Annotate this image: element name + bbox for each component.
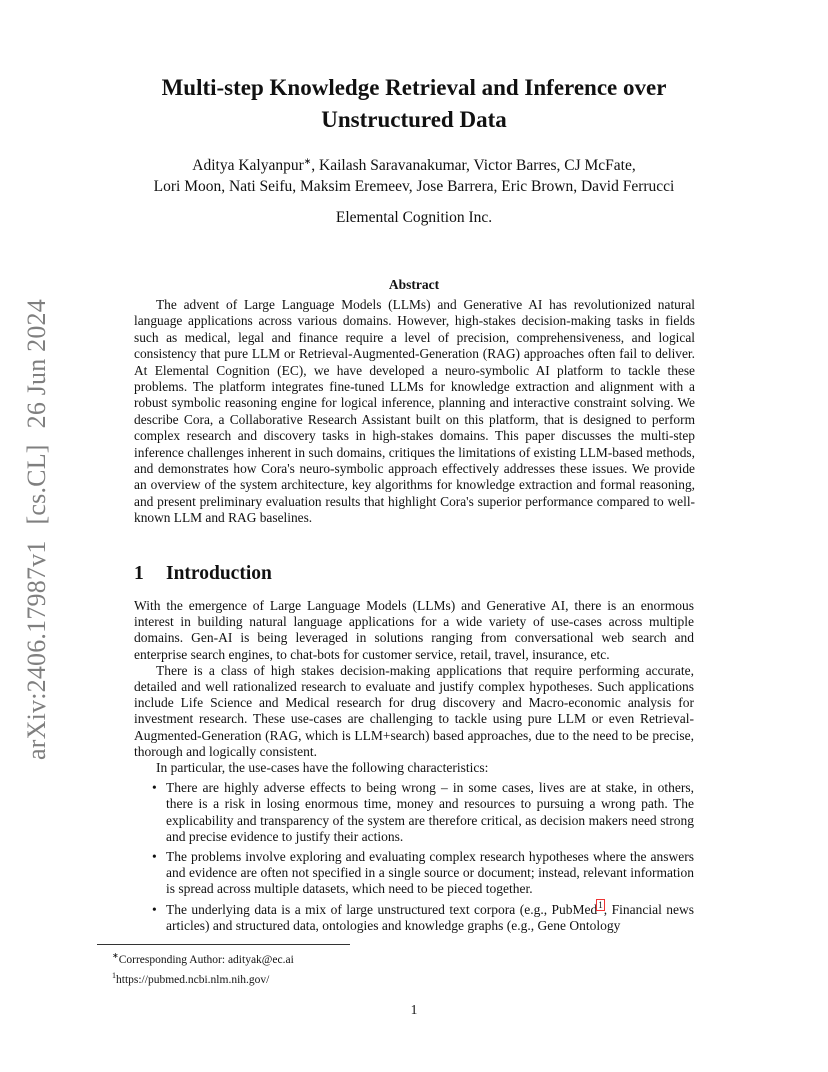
author-line-1: [100, 151, 728, 176]
intro-paragraph-3: In particular, the use-cases have the following characteristics:: [156, 760, 489, 776]
list-item-text-end: , Financial news articles) and structured data, ontologies and knowledge graphs (e.g., Gene Ontology: [166, 901, 694, 933]
corresponding-author-mark[interactable]: ∗: [303, 156, 312, 166]
paper-title-line-1: Multi-step Knowledge Retrieval and Inference over: [161, 75, 667, 100]
intro-paragraph-2: There is a class of high stakes decision-making applications that require performing accurate, detailed and well rationalized research to evaluate and justify complex hypotheses. Such applications include Life Science and Medical research for drug discovery and Macro-economic analysis for investment research. These use-cases are challenging to tackle using pure LLM or even Retrieval-Augmented-Generation (RAG, which is LLM+search) based approaches, due to the need to be precise, thorough and logically consistent.: [134, 662, 694, 759]
affiliation: Elemental Cognition Inc.: [335, 209, 493, 226]
author-line-2: Lori Moon, Nati Seifu, Maksim Eremeev, Jose Barrera, Eric Brown, David Ferrucci: [153, 178, 675, 196]
footnote-url-link[interactable]: https://pubmed.ncbi.nlm.nih.gov/: [116, 973, 270, 986]
section-heading-introduction: [134, 563, 694, 585]
intro-paragraph-1: With the emergence of Large Language Models (LLMs) and Generative AI, there is an enormous interest in building natural language applications for a wide variety of use-cases across multiple domains. Gen-AI is being leveraged in solutions ranging from conversational web search and enterprise search engines, to chat-bots for customer service, retail, travel, insurance, etc.: [134, 598, 694, 662]
arxiv-identifier-stamp[interactable]: [22, 299, 52, 760]
footnote-divider: [97, 944, 350, 945]
footnote-mark: ∗: [112, 951, 119, 960]
paper-title: [100, 72, 728, 136]
list-item-text: The problems involve exploring and evaluating complex research hypotheses where the answers and evidence are often not specified in a single source or document; instead, relevant information is spread across multiple datasets, which need to be pieced together.: [166, 849, 694, 897]
list-item: [152, 849, 694, 898]
footnotes: [112, 948, 672, 988]
bullet-icon: •: [152, 780, 157, 796]
abstract-text: The advent of Large Language Models (LLMs) and Generative AI has revolutionized natural language applications across various domains. However, high-stakes decision-making tasks in fields such as medical, legal and finance require a level of precision, comprehensiveness, and logical consistency that pure LLM or Retrieval-Augmented-Generation (RAG) approaches often fail to deliver. At Elemental Cognition (EC), we have developed a neuro-symbolic AI platform to tackle these problems. The platform integrates fine-tuned LLMs for knowledge extraction and alignment with a robust symbolic reasoning engine for logical inference, planning and interactive constraint solving. We describe Cora, a Collaborative Research Assistant built on this platform, that is designed to perform complex research and discovery tasks in high-stakes domains. This paper discusses the multi-step inference challenges inherent in such domains, critiques the limitations of existing LLM-based methods, and demonstrates how Cora's neuro-symbolic approach effectively addresses these issues. We provide an overview of the system architecture, key algorithms for knowledge extraction and formal reasoning, and present preliminary evaluation results that highlight Cora's superior performance compared to well-known LLM and RAG baselines.: [134, 297, 695, 526]
bullet-icon: •: [152, 901, 157, 917]
section-title: Introduction: [166, 563, 272, 584]
footnote-pubmed-url: [112, 968, 672, 988]
co-authors-line-1: , Kailash Saravanakumar, Victor Barres, CJ McFate,: [311, 157, 636, 175]
footnote-corresponding-author: [112, 948, 672, 968]
page-number: 1: [410, 1002, 418, 1017]
list-item: [152, 900, 694, 934]
arxiv-id: arXiv:2406.17987v1: [22, 540, 51, 760]
section-number: 1: [134, 563, 144, 584]
arxiv-category: [cs.CL]: [22, 444, 51, 525]
footnote-mark: 1: [112, 970, 116, 980]
arxiv-date: 26 Jun 2024: [22, 299, 51, 429]
introduction-body: [134, 598, 694, 938]
bullet-icon: •: [152, 849, 157, 865]
characteristics-list: [134, 780, 694, 934]
paper-title-line-2: Unstructured Data: [321, 107, 507, 132]
list-item-text: There are highly adverse effects to being wrong – in some cases, lives are at stake, in others, there is a risk in losing enormous time, money and resources to pursuing a wrong path. The explicability and transparency of the system are therefore critical, as decision makers need strong and precise evidence to justify their actions.: [166, 780, 694, 844]
footnote-link-1[interactable]: 1: [598, 900, 603, 911]
list-item-text-start: The underlying data is a mix of large unstructured text corpora (e.g., PubMed: [166, 901, 598, 917]
author-list: [100, 151, 728, 197]
footnote-text: Corresponding Author: adityak@ec.ai: [118, 953, 294, 966]
list-item: [152, 780, 694, 845]
first-author: Aditya Kalyanpur: [192, 157, 304, 175]
abstract-heading: Abstract: [388, 277, 440, 292]
